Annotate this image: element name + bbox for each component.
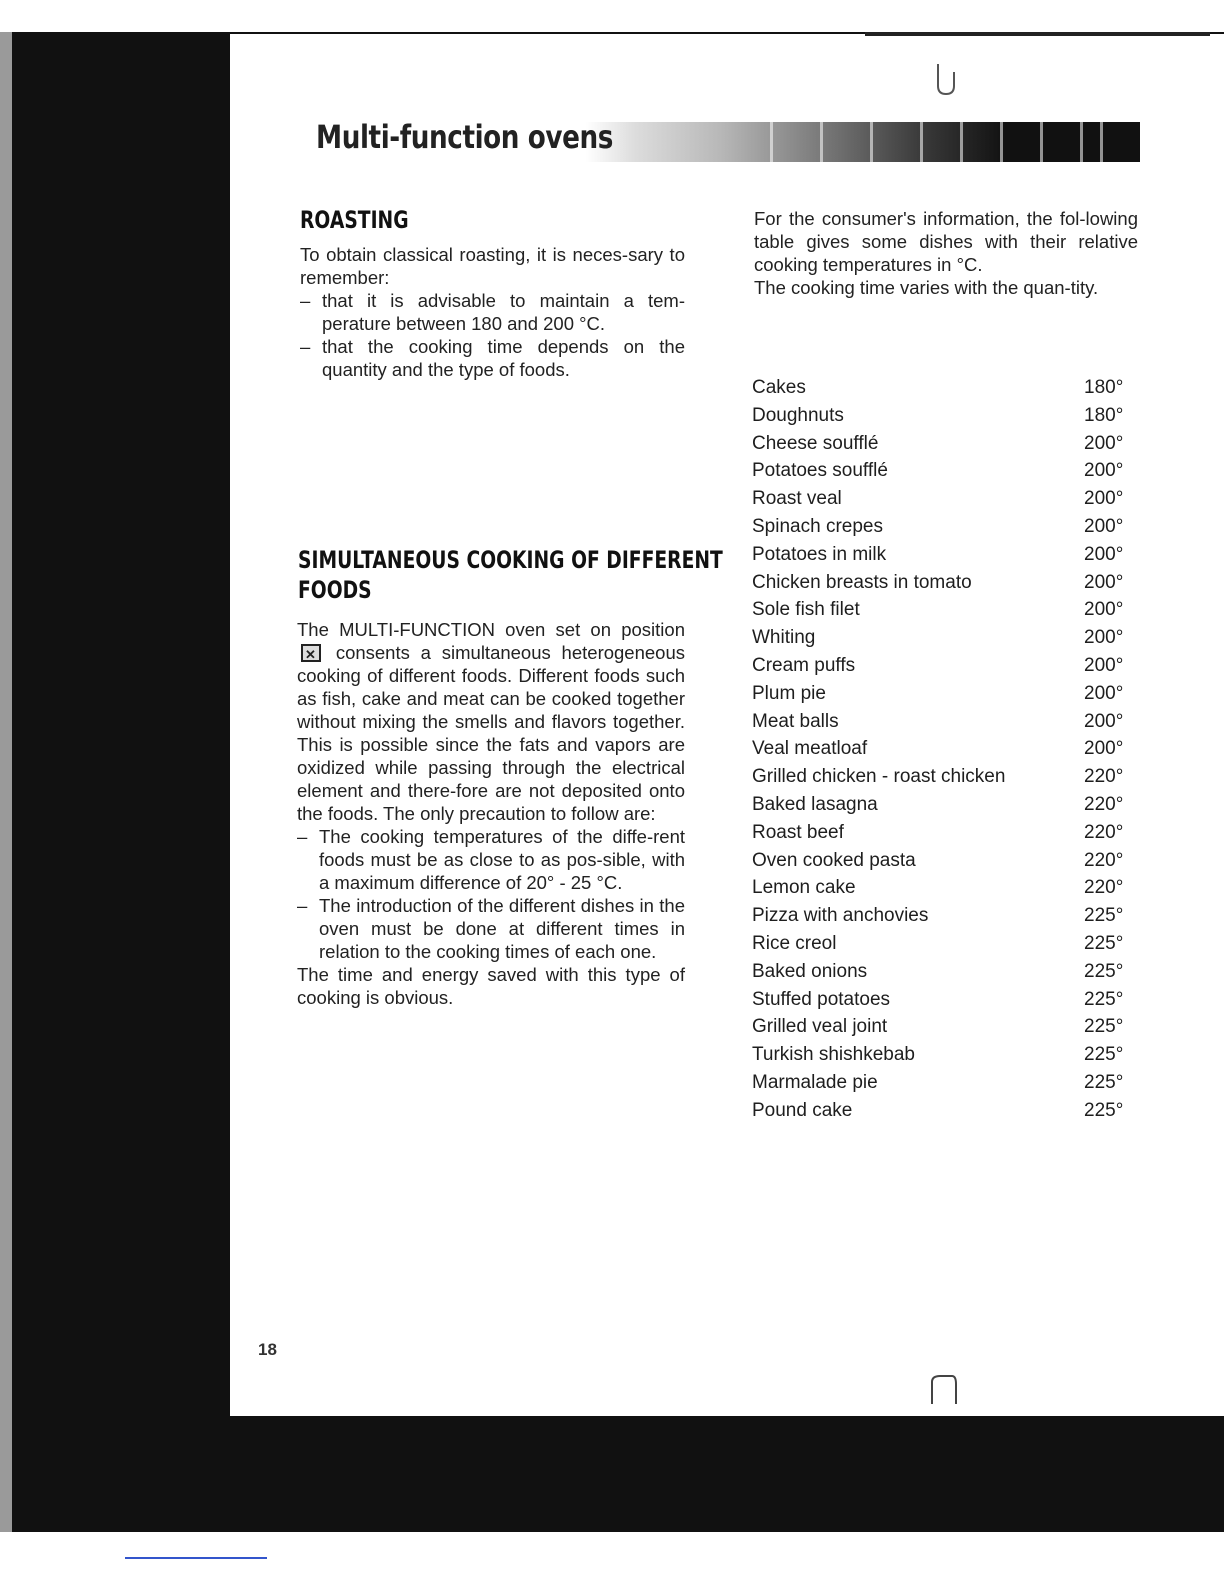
roasting-bullet: – that it is advisable to maintain a tem-perature between 180 and 200 °C.	[300, 290, 685, 334]
dish-name: Oven cooked pasta	[752, 849, 916, 871]
registration-mark-icon	[926, 1372, 962, 1406]
dish-name: Pizza with anchovies	[752, 905, 929, 927]
table-row	[752, 902, 1132, 930]
table-row	[752, 680, 1132, 708]
dish-temperature: 200°	[1084, 738, 1124, 760]
table-row	[752, 569, 1132, 597]
scan-edge	[0, 32, 12, 1532]
table-row	[752, 430, 1132, 458]
table-row	[752, 485, 1132, 513]
dish-temperature: 200°	[1084, 543, 1124, 565]
consumer-info	[754, 207, 1138, 299]
cooking-temperature-table	[752, 374, 1132, 1125]
table-row	[752, 763, 1132, 791]
dish-name: Lemon cake	[752, 877, 856, 899]
dish-name: Baked lasagna	[752, 793, 878, 815]
table-row	[752, 847, 1132, 875]
simultaneous-bullet: – The cooking temperatures of the diffe-rent foods must be as close to as pos-sible, with a maximum difference of 20° - 25 °C.	[297, 826, 685, 893]
dish-name: Pound cake	[752, 1099, 853, 1121]
registration-mark-icon	[930, 58, 960, 98]
top-rule	[865, 32, 1210, 36]
dish-name: Doughnuts	[752, 404, 844, 426]
table-row	[752, 1013, 1132, 1041]
dish-name: Potatoes in milk	[752, 543, 887, 565]
table-row	[752, 708, 1132, 736]
dish-temperature: 220°	[1084, 821, 1124, 843]
dish-temperature: 200°	[1084, 571, 1124, 593]
dish-temperature: 225°	[1084, 1016, 1124, 1038]
dish-temperature: 220°	[1084, 849, 1124, 871]
dish-name: Meat balls	[752, 710, 839, 732]
table-row	[752, 874, 1132, 902]
dish-temperature: 200°	[1084, 654, 1124, 676]
dish-temperature: 225°	[1084, 1044, 1124, 1066]
dish-temperature: 220°	[1084, 877, 1124, 899]
dish-temperature: 220°	[1084, 766, 1124, 788]
table-row	[752, 596, 1132, 624]
simultaneous-paragraph	[297, 618, 685, 825]
dish-temperature: 225°	[1084, 988, 1124, 1010]
simultaneous-body	[297, 618, 685, 1009]
dish-name: Cakes	[752, 377, 806, 398]
table-row	[752, 930, 1132, 958]
table-row	[752, 402, 1132, 430]
dish-temperature: 200°	[1084, 460, 1124, 482]
simultaneous-bullet-text: The cooking temperatures of the diffe-rent foods must be as close to as pos-sible, with a maximum difference of 20° - 25 °C.	[319, 826, 685, 893]
roasting-intro: To obtain classical roasting, it is neces-sary to remember:	[300, 244, 685, 288]
simultaneous-text-after-icon: consents a simultaneous heterogeneous cooking of different foods. Different foods such as fish, cake and meat can be cooked together without mixing the smells and flavors together. This is possible since the fats and vapors are oxidized while passing through the electrical element and there-fore are not deposited onto the foods. The only precaution to follow are:	[297, 642, 686, 824]
roasting-body	[300, 243, 685, 381]
dish-name: Rice creol	[752, 932, 837, 954]
simultaneous-text-before-icon: The MULTI-FUNCTION oven set on position	[297, 619, 685, 640]
table-row	[752, 819, 1132, 847]
dish-temperature: 200°	[1084, 682, 1124, 704]
dish-name: Roast beef	[752, 821, 844, 843]
dish-temperature: 225°	[1084, 1071, 1124, 1093]
dish-temperature: 180°	[1084, 404, 1124, 426]
table-row	[752, 735, 1132, 763]
dish-temperature: 220°	[1084, 793, 1124, 815]
page-title: Multi-function ovens	[316, 118, 613, 156]
scan-dark-margin-left	[12, 32, 230, 1532]
dish-temperature: 200°	[1084, 710, 1124, 732]
dish-temperature: 200°	[1084, 599, 1124, 621]
table-row	[752, 958, 1132, 986]
simultaneous-heading	[298, 545, 723, 605]
simultaneous-heading-line: SIMULTANEOUS COOKING OF DIFFERENT	[298, 546, 723, 574]
table-row	[752, 1097, 1132, 1125]
dish-temperature: 200°	[1084, 432, 1124, 454]
consumer-info-intro: For the consumer's information, the fol-lowing table gives some dishes with their relative cooking temperatures in °C.	[754, 208, 1138, 275]
dish-name: Chicken breasts in tomato	[752, 571, 972, 593]
table-row	[752, 513, 1132, 541]
dish-temperature: 200°	[1084, 488, 1124, 510]
roasting-bullet: – that the cooking time depends on the quantity and the type of foods.	[300, 336, 685, 380]
dish-name: Turkish shishkebab	[752, 1044, 915, 1066]
table-row	[752, 457, 1132, 485]
dish-name: Grilled chicken - roast chicken	[752, 766, 1006, 788]
table-row	[752, 1069, 1132, 1097]
page-number: 18	[258, 1340, 277, 1359]
dish-name: Plum pie	[752, 682, 826, 704]
scan-dark-margin-bottom	[12, 1416, 1224, 1532]
table-row	[752, 652, 1132, 680]
dish-name: Whiting	[752, 627, 816, 649]
simultaneous-bullet: – The introduction of the different dishes in the oven must be done at different times in relation to the cooking times of each one.	[297, 895, 685, 962]
dish-name: Sole fish filet	[752, 599, 860, 621]
simultaneous-closing: The time and energy saved with this type of cooking is obvious.	[297, 964, 685, 1008]
dish-temperature: 200°	[1084, 627, 1124, 649]
dish-temperature: 225°	[1084, 932, 1124, 954]
dish-name: Cheese soufflé	[752, 432, 879, 454]
multi-function-position-icon	[301, 644, 321, 662]
table-row	[752, 541, 1132, 569]
simultaneous-bullet-text: The introduction of the different dishes in the oven must be done at different times in relation to the cooking times of each one.	[319, 895, 685, 962]
dish-name: Roast veal	[752, 488, 842, 510]
dish-name: Potatoes soufflé	[752, 460, 888, 482]
table-row	[752, 986, 1132, 1014]
table-row	[752, 1041, 1132, 1069]
roasting-bullet-text: that the cooking time depends on the quantity and the type of foods.	[322, 336, 685, 380]
roasting-heading: ROASTING	[300, 206, 409, 234]
dish-temperature: 200°	[1084, 515, 1124, 537]
dish-temperature: 180°	[1084, 377, 1124, 398]
consumer-info-note: The cooking time varies with the quan-tity.	[754, 277, 1099, 298]
bottom-underline	[125, 1557, 267, 1559]
simultaneous-heading-line: FOODS	[298, 576, 372, 604]
table-row	[752, 791, 1132, 819]
table-row	[752, 624, 1132, 652]
dish-temperature: 225°	[1084, 905, 1124, 927]
roasting-bullet-text: that it is advisable to maintain a tem-perature between 180 and 200 °C.	[322, 290, 685, 334]
dish-temperature: 225°	[1084, 1099, 1124, 1121]
table-row	[752, 374, 1132, 402]
dish-name: Stuffed potatoes	[752, 988, 891, 1010]
dish-name: Grilled veal joint	[752, 1016, 888, 1038]
dish-name: Cream puffs	[752, 654, 856, 676]
dish-name: Spinach crepes	[752, 515, 883, 537]
dish-name: Veal meatloaf	[752, 738, 868, 760]
dish-name: Baked onions	[752, 960, 868, 982]
dish-temperature: 225°	[1084, 960, 1124, 982]
dish-name: Marmalade pie	[752, 1071, 878, 1093]
